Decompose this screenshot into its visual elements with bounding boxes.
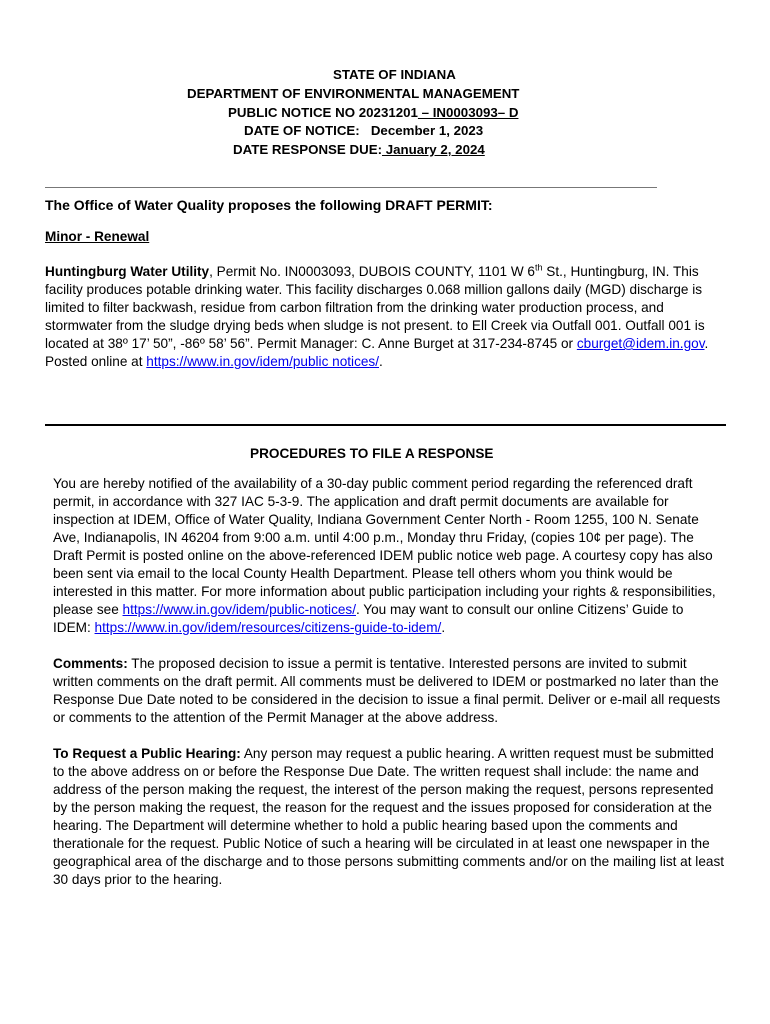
department-title: DEPARTMENT OF ENVIRONMENTAL MANAGEMENT [187,86,520,101]
permit-description: Huntingburg Water Utility, Permit No. IN0003093, DUBOIS COUNTY, 1101 W 6th St., Huntingburg, IN. This facility produces potable drinking water. This facility discharges 0.068 million gallons daily (MGD) discharge is limited to filter backwash, residue from carbon filtration from the drinking water production process, and stormwater from the sludge drying beds when sludge is not present. to Ell Creek via Outfall 001. Outfall 001 is located at 38º 17’ 50”, -86º 58’ 56”. Permit Manager: C. Anne Burget at 317-234-8745 or cburget@idem.in.gov. Posted online at https://www.in.gov/idem/public notices/. [45,262,709,369]
date-of-notice-value: December 1, 2023 [370,123,484,138]
date-response-due [233,141,485,159]
section-divider [45,424,726,426]
date-of-notice [244,122,483,140]
procedures-title: PROCEDURES TO FILE A RESPONSE [250,446,494,461]
public-hearing-label: To Request a Public Hearing: [53,746,241,761]
comments-paragraph: Comments: The proposed decision to issue a permit is tentative. Interested persons are invited to submit written comments on the draft permit. All comments must be delivered to IDEM or postmarked no later than the Response Due Date noted to be considered in the decision to issue a final permit. Deliver or e-mail all requests or comments to the attention of the Permit Manager at the above address. [53,656,721,725]
state-title: STATE OF INDIANA [333,67,456,82]
draft-permit-heading: The Office of Water Quality proposes the following DRAFT PERMIT: [45,197,493,213]
comments-label: Comments: [53,656,128,671]
notice-number-prefix: PUBLIC NOTICE NO 20231201 [228,105,418,120]
public-notices-link[interactable]: https://www.in.gov/idem/public notices/ [146,354,379,369]
citizens-guide-link[interactable]: https://www.in.gov/idem/resources/citizens-guide-to-idem/ [94,620,442,635]
permit-manager-email-link[interactable]: cburget@idem.in.gov [576,336,705,351]
public-notice-number [228,104,518,122]
availability-paragraph: You are hereby notified of the availability of a 30-day public comment period regarding the referenced draft permit, in accordance with 327 IAC 5-3-9. The application and draft permit documents are available for inspection at IDEM, Office of Water Quality, Indiana Government Center North - Room 1255, 100 N. Senate Ave, Indianapolis, IN 46204 from 9:00 a.m. until 4:00 p.m., Monday thru Friday, (copies 10¢ per page). The Draft Permit is posted online on the above-referenced IDEM public notice web page. A courtesy copy has also been sent via email to the local County Health Department. Please tell others whom you think would be interested in this matter. For more information about public participation including your rights & responsibilities, please see https://www.in.gov/idem/public-notices/. You may want to consult our online Citizens’ Guide to IDEM: https://www.in.gov/idem/resources/citizens-guide-to-idem/. [53,476,716,635]
date-of-notice-label: DATE OF NOTICE: [244,123,360,138]
permit-category: Minor - Renewal [45,229,150,244]
header-divider [45,187,657,188]
procedures-body [53,475,724,889]
notice-number-suffix: – IN0003093– D [417,105,519,120]
public-hearing-paragraph: To Request a Public Hearing: Any person may request a public hearing. A written request must be submitted to the above address on or before the Response Due Date. The written request shall include: the name and address of the person making the request, the interest of the person making the request, persons represented by the person making the request, the reason for the request and the issues proposed for consideration at the hearing. The Department will determine whether to hold a public hearing based upon the comments and therationale for the request. Public Notice of such a hearing will be circulated in at least one newspaper in the geographical area of the discharge and to those persons submitting comments and/or on the mailing list at least 30 days prior to the hearing. [53,746,725,887]
public-notices-page-link[interactable]: https://www.in.gov/idem/public-notices/ [122,602,356,617]
date-response-due-value: January 2, 2024 [382,142,485,157]
facility-name: Huntingburg Water Utility [45,264,210,279]
date-response-due-label: DATE RESPONSE DUE: [233,142,382,157]
